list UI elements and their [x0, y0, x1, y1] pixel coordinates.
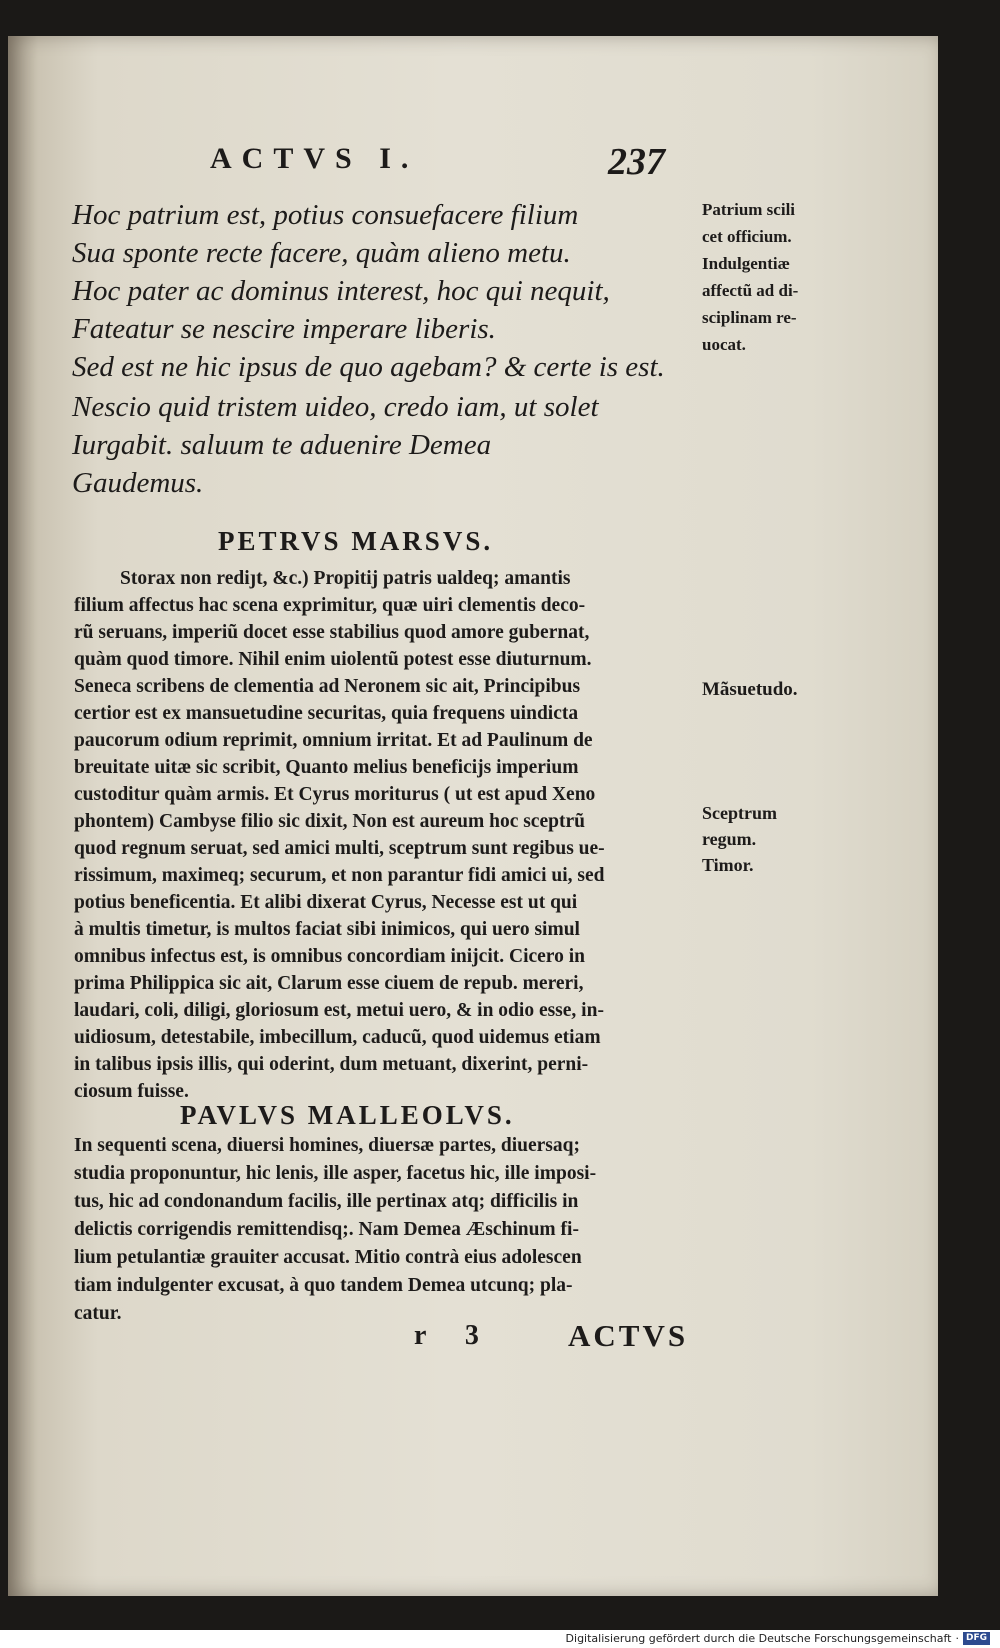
prose-line: Seneca scribens de clementia ad Neronem sic ait, Principibus	[74, 676, 581, 697]
signature-mark: r 3	[414, 1320, 495, 1351]
prose-line: laudari, coli, diligi, gloriosum est, metui uero, & in odio esse, in-	[74, 1000, 604, 1021]
prose-line: custoditur quàm armis. Et Cyrus moriturus ( ut est apud Xeno	[74, 784, 596, 805]
prose-line: tiam indulgenter excusat, à quo tandem Demea utcunq; pla-	[74, 1275, 573, 1296]
dfg-logo-icon: DFG	[963, 1632, 990, 1645]
verse-line: Sua sponte recte facere, quàm alieno metu.	[72, 237, 571, 269]
running-header: ACTVS I.	[210, 142, 419, 175]
section-heading: PAVLVS MALLEOLVS.	[180, 1100, 515, 1130]
margin-note: Indulgentiæ	[702, 254, 790, 273]
prose-line: delictis corrigendis remittendisq;. Nam Demea Æschinum fi-	[74, 1219, 579, 1240]
verse-line: Fateatur se nescire imperare liberis.	[72, 313, 496, 345]
prose-line: quàm quod timore. Nihil enim uiolentũ potest esse diuturnum.	[74, 649, 592, 670]
verse-line: Gaudemus.	[72, 467, 204, 499]
prose-line: quod regnum seruat, sed amici multi, sceptrum sunt regibus ue-	[74, 838, 605, 859]
catchword: ACTVS	[568, 1318, 689, 1353]
prose-line: paucorum odium reprimit, omnium irritat. Et ad Paulinum de	[74, 730, 593, 751]
margin-note: sciplinam re-	[702, 308, 797, 327]
prose-line: omnibus infectus est, is omnibus concordiam inijcit. Cicero in	[74, 946, 585, 967]
verse-line: Sed est ne hic ipsus de quo agebam? & certe is est.	[72, 351, 665, 383]
prose-line: phontem) Cambyse filio sic dixit, Non est aureum hoc sceptrũ	[74, 811, 585, 832]
prose-line: tus, hic ad condonandum facilis, ille pertinax atq; difficilis in	[74, 1191, 579, 1212]
verse-line: Hoc patrium est, potius consuefacere filium	[72, 199, 579, 231]
margin-note: affectũ ad di-	[702, 281, 799, 300]
prose-line: rũ seruans, imperiũ docet esse stabilius quod amore gubernat,	[74, 622, 590, 643]
margin-note: Sceptrum	[702, 803, 777, 823]
verse-line: Nescio quid tristem uideo, credo iam, ut solet	[72, 391, 599, 423]
prose-line: lium petulantiæ grauiter accusat. Mitio contrà eius adolescen	[74, 1247, 582, 1268]
verse-line: Iurgabit. saluum te aduenire Demea	[72, 429, 492, 461]
prose-line: breuitate uitæ sic scribit, Quanto melius beneficijs imperium	[74, 757, 579, 778]
page-number: 237	[608, 141, 665, 183]
margin-note: uocat.	[702, 335, 746, 354]
prose-line: ciosum fuisse.	[74, 1081, 189, 1102]
section-heading: PETRVS MARSVS.	[218, 526, 494, 556]
footer-credit: Digitalisierung gefördert durch die Deutsche Forschungsgemeinschaft · DFG	[566, 1632, 990, 1645]
margin-note: regum.	[702, 829, 757, 849]
margin-note: cet officium.	[702, 227, 792, 246]
prose-line: In sequenti scena, diuersi homines, diuersæ partes, diuersaq;	[74, 1135, 580, 1156]
margin-note: Mãsuetudo.	[702, 679, 798, 700]
prose-line: certior est ex mansuetudine securitas, quia frequens uindicta	[74, 703, 579, 724]
prose-line: prima Philippica sic ait, Clarum esse ciuem de repub. mereri,	[74, 973, 584, 994]
prose-line: rissimum, maximeq; securum, et non parantur fidi amici ui, sed	[74, 865, 605, 886]
prose-line: Storax non rediȷt, &c.) Propitij patris ualdeq; amantis	[120, 568, 571, 589]
margin-note: Timor.	[702, 855, 754, 875]
prose-line: filium affectus hac scena exprimitur, quæ uiri clementis deco-	[74, 595, 586, 616]
prose-line: potius beneficentia. Et alibi dixerat Cyrus, Necesse est ut qui	[74, 892, 578, 913]
footer-text: Digitalisierung gefördert durch die Deutsche Forschungsgemeinschaft	[565, 1632, 952, 1645]
margin-note: Patrium scili	[702, 200, 796, 219]
prose-line: catur.	[74, 1303, 122, 1324]
prose-line: in talibus ipsis illis, qui oderint, dum metuant, dixerint, perni-	[74, 1054, 589, 1075]
prose-line: à multis timetur, is multos faciat sibi inimicos, qui uero simul	[74, 919, 580, 940]
prose-line: studia proponuntur, hic lenis, ille asper, facetus hic, ille imposi-	[74, 1163, 597, 1184]
verse-line: Hoc pater ac dominus interest, hoc qui nequit,	[72, 275, 610, 307]
prose-line: uidiosum, detestabile, imbecillum, caducũ, quod uidemus etiam	[74, 1027, 601, 1048]
